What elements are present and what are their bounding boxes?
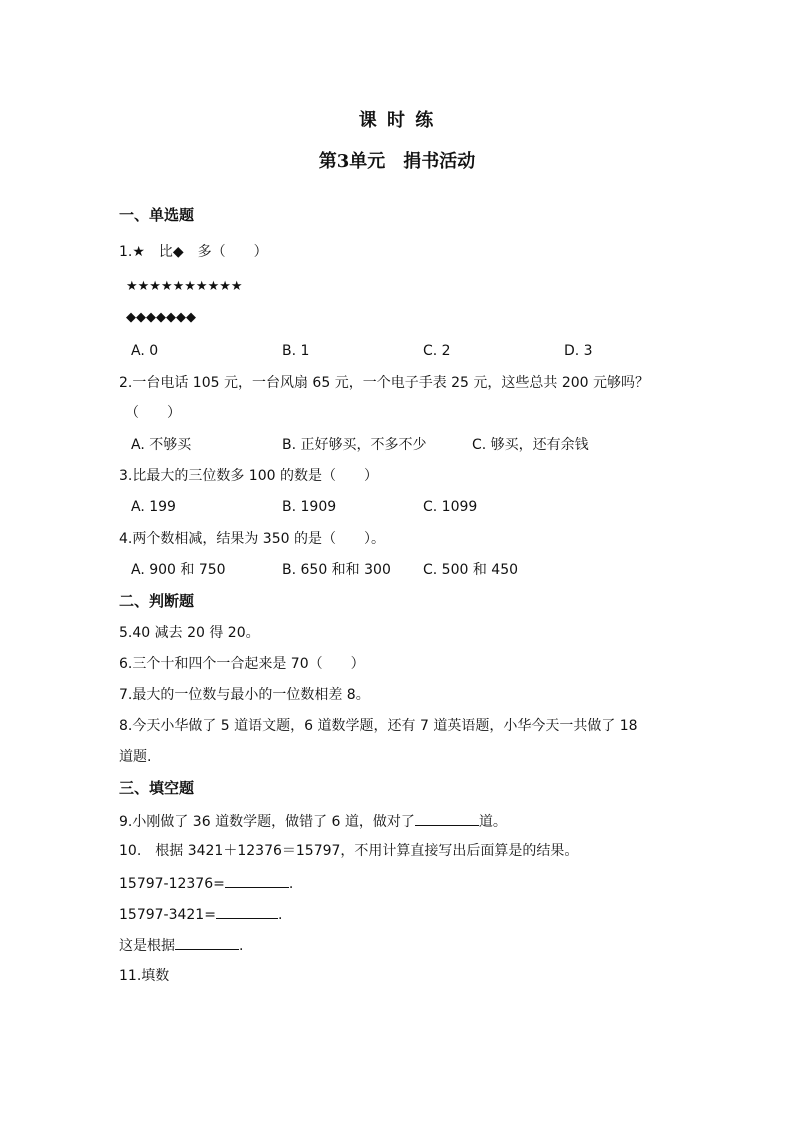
answer-blank-q10c[interactable]: [175, 935, 239, 950]
question-6: 6.三个十和四个一合起来是 70（ ）: [119, 656, 365, 672]
q3-option-a[interactable]: A. 199: [131, 499, 176, 515]
q4-option-c[interactable]: C. 500 和 450: [423, 562, 519, 578]
question-9-text: 9.小刚做了 36 道数学题，做错了 6 道，做对了: [119, 814, 415, 830]
question-5: 5.40 减去 20 得 20。: [119, 625, 260, 641]
q1-option-b[interactable]: B. 1: [282, 343, 310, 359]
question-10a-expression: 15797-12376=: [119, 876, 225, 892]
question-10a-period: .: [288, 876, 294, 892]
answer-blank-q9[interactable]: [415, 811, 479, 826]
question-10c: [119, 935, 243, 955]
q4-option-b[interactable]: B. 650 和和 300: [282, 562, 391, 578]
question-2: 2.一台电话 105 元，一台风扇 65 元，一个电子手表 25 元，这些总共 200 元够吗？: [119, 375, 650, 391]
question-9-suffix: 道。: [478, 814, 507, 830]
question-1: 1.★ 比◆ 多（ ）: [119, 244, 268, 260]
q1-option-d[interactable]: D. 3: [564, 343, 593, 359]
question-8: 8.今天小华做了 5 道语文题，6 道数学题，还有 7 道英语题，小华今天一共做了 18: [119, 718, 638, 734]
question-11: 11.填数: [119, 968, 170, 984]
q4-option-a[interactable]: A. 900 和 750: [131, 562, 226, 578]
section-heading-true-false: 二、判断题: [119, 592, 195, 610]
q1-option-a[interactable]: A. 0: [131, 343, 159, 359]
q1-option-c[interactable]: C. 2: [423, 343, 451, 359]
question-10: 10. 根据 3421＋12376＝15797，不用计算直接写出后面算是的结果。: [119, 843, 579, 859]
q2-option-c[interactable]: C. 够买，还有余钱: [472, 437, 589, 453]
question-9: [119, 811, 507, 831]
question-10a: [119, 873, 293, 893]
page-subtitle: 第3单元 捐书活动: [318, 151, 476, 172]
answer-blank-q10a[interactable]: [225, 873, 289, 888]
question-10b: [119, 904, 282, 924]
answer-blank-q10b[interactable]: [216, 904, 278, 919]
q3-option-b[interactable]: B. 1909: [282, 499, 337, 515]
question-7: 7.最大的一位数与最小的一位数相差 8。: [119, 687, 370, 703]
q2-option-a[interactable]: A. 不够买: [131, 437, 192, 453]
question-10b-expression: 15797-3421=: [119, 907, 216, 923]
q2-option-b[interactable]: B. 正好够买，不多不少: [282, 437, 427, 453]
question-10c-period: .: [239, 938, 244, 954]
section-heading-single-choice: 一、单选题: [119, 206, 195, 224]
question-10b-period: .: [277, 907, 283, 923]
section-heading-fill-blank: 三、填空题: [119, 779, 195, 797]
star-row: ★★★★★★★★★★: [126, 279, 243, 294]
diamond-row: ◆◆◆◆◆◆◆: [126, 310, 196, 325]
question-8-continued: 道题.: [119, 749, 152, 765]
q3-option-c[interactable]: C. 1099: [423, 499, 478, 515]
question-4: 4.两个数相减，结果为 350 的是（ ）。: [119, 531, 385, 547]
question-3: 3.比最大的三位数多 100 的数是（ ）: [119, 468, 378, 484]
page-title: 课 时 练: [358, 110, 436, 131]
question-2-paren: （ ）: [125, 405, 181, 421]
question-10c-text: 这是根据: [119, 938, 175, 954]
